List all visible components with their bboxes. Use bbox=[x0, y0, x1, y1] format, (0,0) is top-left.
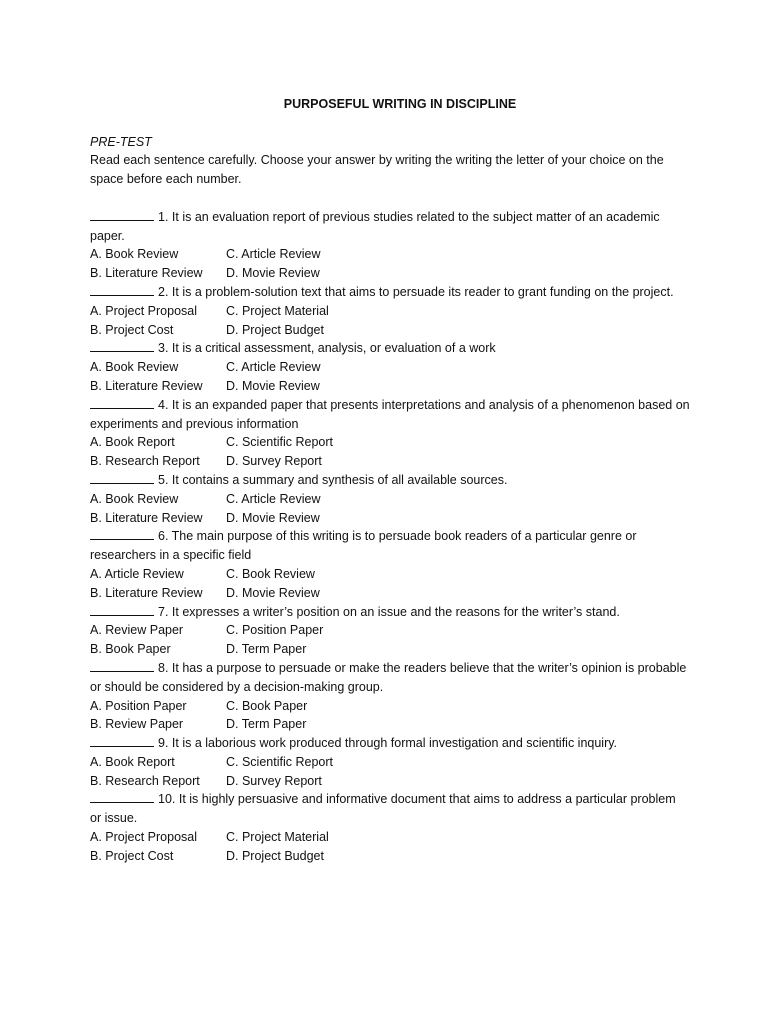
question-item bbox=[90, 339, 690, 395]
question-stem bbox=[90, 339, 690, 358]
question-stem bbox=[90, 283, 690, 302]
answer-option: A. Book Report bbox=[90, 435, 175, 450]
option-row bbox=[90, 828, 690, 847]
answer-blank[interactable] bbox=[90, 527, 154, 540]
option-row bbox=[90, 321, 690, 340]
answer-option: B. Book Paper bbox=[90, 642, 171, 657]
answer-option: B. Literature Review bbox=[90, 510, 203, 525]
answer-option: C. Article Review bbox=[226, 247, 321, 262]
answer-blank[interactable] bbox=[90, 208, 154, 221]
question-stem bbox=[90, 471, 690, 490]
option-row bbox=[90, 433, 690, 452]
answer-option: A. Review Paper bbox=[90, 623, 184, 638]
option-row bbox=[90, 753, 690, 772]
question-text: 5. It contains a summary and synthesis of all available sources. bbox=[158, 472, 508, 487]
answer-option: A. Project Proposal bbox=[90, 303, 197, 318]
option-row bbox=[90, 584, 690, 603]
option-row bbox=[90, 640, 690, 659]
question-text: 8. It has a purpose to persuade or make the readers believe that the writer’s opinion is probable or should be considered by a decision-making group. bbox=[90, 660, 687, 694]
answer-option: C. Book Review bbox=[226, 566, 315, 581]
answer-option: C. Scientific Report bbox=[226, 435, 333, 450]
answer-option: C. Position Paper bbox=[226, 623, 324, 638]
question-text: 10. It is highly persuasive and informative document that aims to address a particular problem or issue. bbox=[90, 792, 676, 826]
answer-option: C. Article Review bbox=[226, 360, 321, 375]
question-item bbox=[90, 283, 690, 339]
answer-option: B. Project Cost bbox=[90, 322, 174, 337]
question-stem bbox=[90, 208, 690, 246]
question-item bbox=[90, 790, 690, 865]
answer-option: C. Project Material bbox=[226, 303, 329, 318]
answer-option: D. Project Budget bbox=[226, 322, 324, 337]
document-page bbox=[90, 95, 690, 866]
question-item bbox=[90, 603, 690, 659]
question-text: 6. The main purpose of this writing is to persuade book readers of a particular genre or researchers in a specific field bbox=[90, 529, 637, 563]
option-row bbox=[90, 302, 690, 321]
option-row bbox=[90, 377, 690, 396]
answer-option: A. Project Proposal bbox=[90, 830, 197, 845]
question-text: 1. It is an evaluation report of previous studies related to the subject matter of an academic paper. bbox=[90, 209, 660, 243]
answer-option: D. Term Paper bbox=[226, 642, 307, 657]
question-stem bbox=[90, 603, 690, 622]
question-item bbox=[90, 471, 690, 527]
section-label: PRE-TEST bbox=[90, 134, 152, 149]
question-item bbox=[90, 734, 690, 790]
answer-option: A. Book Review bbox=[90, 247, 179, 262]
option-row bbox=[90, 715, 690, 734]
answer-option: A. Book Review bbox=[90, 360, 179, 375]
option-row bbox=[90, 847, 690, 866]
answer-option: C. Book Paper bbox=[226, 698, 308, 713]
option-row bbox=[90, 358, 690, 377]
answer-option: D. Movie Review bbox=[226, 585, 320, 600]
answer-blank[interactable] bbox=[90, 734, 154, 747]
question-text: 2. It is a problem-solution text that aims to persuade its reader to grant funding on the project. bbox=[158, 284, 674, 299]
answer-option: C. Project Material bbox=[226, 830, 329, 845]
option-row bbox=[90, 509, 690, 528]
question-text: 9. It is a laborious work produced through formal investigation and scientific inquiry. bbox=[158, 736, 618, 751]
answer-option: D. Survey Report bbox=[226, 773, 322, 788]
question-item bbox=[90, 659, 690, 734]
answer-option: D. Project Budget bbox=[226, 848, 324, 863]
question-stem bbox=[90, 396, 690, 434]
answer-option: B. Project Cost bbox=[90, 848, 174, 863]
answer-option: C. Scientific Report bbox=[226, 754, 333, 769]
answer-option: D. Term Paper bbox=[226, 717, 307, 732]
question-item bbox=[90, 208, 690, 283]
option-row bbox=[90, 245, 690, 264]
answer-blank[interactable] bbox=[90, 339, 154, 352]
answer-option: B. Research Report bbox=[90, 454, 200, 469]
question-text: 4. It is an expanded paper that presents interpretations and analysis of a phenomenon based on experiments and previous information bbox=[90, 397, 690, 431]
answer-option: A. Position Paper bbox=[90, 698, 187, 713]
spacer bbox=[90, 189, 690, 208]
question-text: 7. It expresses a writer’s position on an issue and the reasons for the writer’s stand. bbox=[158, 604, 620, 619]
answer-option: A. Book Report bbox=[90, 754, 175, 769]
answer-option: A. Book Review bbox=[90, 491, 179, 506]
answer-blank[interactable] bbox=[90, 396, 154, 409]
question-stem bbox=[90, 790, 690, 828]
answer-option: C. Article Review bbox=[226, 491, 321, 506]
option-row bbox=[90, 264, 690, 283]
answer-blank[interactable] bbox=[90, 471, 154, 484]
question-stem bbox=[90, 659, 690, 697]
answer-option: B. Literature Review bbox=[90, 378, 203, 393]
answer-blank[interactable] bbox=[90, 603, 154, 616]
answer-option: D. Survey Report bbox=[226, 454, 322, 469]
instructions-text: Read each sentence carefully. Choose your answer by writing the writing the letter of your choice on the space before each number. bbox=[90, 153, 664, 187]
question-stem bbox=[90, 527, 690, 565]
option-row bbox=[90, 697, 690, 716]
answer-blank[interactable] bbox=[90, 790, 154, 803]
option-row bbox=[90, 565, 690, 584]
answer-option: B. Literature Review bbox=[90, 585, 203, 600]
answer-option: B. Review Paper bbox=[90, 717, 184, 732]
answer-option: B. Research Report bbox=[90, 773, 200, 788]
document-title: PURPOSEFUL WRITING IN DISCIPLINE bbox=[283, 97, 517, 111]
option-row bbox=[90, 621, 690, 640]
answer-option: A. Article Review bbox=[90, 566, 184, 581]
answer-option: D. Movie Review bbox=[226, 266, 320, 281]
question-text: 3. It is a critical assessment, analysis, or evaluation of a work bbox=[158, 341, 496, 356]
option-row bbox=[90, 490, 690, 509]
answer-blank[interactable] bbox=[90, 659, 154, 672]
question-item bbox=[90, 396, 690, 471]
question-stem bbox=[90, 734, 690, 753]
answer-blank[interactable] bbox=[90, 283, 154, 296]
option-row bbox=[90, 772, 690, 791]
answer-option: B. Literature Review bbox=[90, 266, 203, 281]
question-item bbox=[90, 527, 690, 602]
answer-option: D. Movie Review bbox=[226, 378, 320, 393]
question-list bbox=[90, 208, 690, 866]
option-row bbox=[90, 452, 690, 471]
answer-option: D. Movie Review bbox=[226, 510, 320, 525]
